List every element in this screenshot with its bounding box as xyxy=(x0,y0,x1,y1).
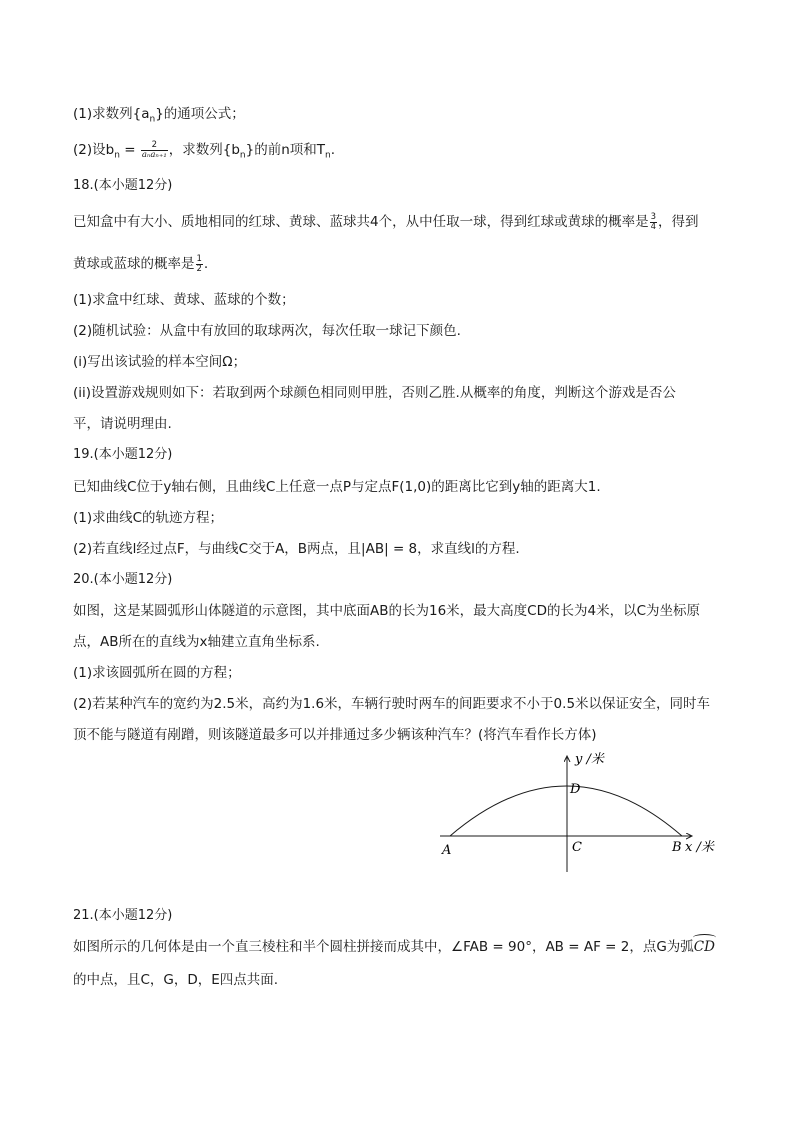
x-axis-label: x /米 xyxy=(685,840,714,855)
q20-part1: (1)求该圆弧所在圆的方程； xyxy=(73,665,241,681)
q20-heading: 20.(本小题12分) xyxy=(73,572,173,587)
q20-stem-line1: 如图，这是某圆弧形山体隧道的示意图，其中底面AB的长为16米，最大高度CD的长为4米，以C为坐标原 xyxy=(73,603,701,619)
fraction: $\frac{1}{2}$ xyxy=(196,253,202,274)
q18-part2-ii-line2: 平，请说明理由. xyxy=(73,416,172,432)
point-D-label: D xyxy=(570,782,581,797)
fraction: $\frac{3}{4}$ xyxy=(650,211,657,232)
q18-part2-i: (i)写出该试验的样本空间Ω； xyxy=(73,354,247,370)
y-axis-label: y /米 xyxy=(575,752,604,767)
q19-heading: 19.(本小题12分) xyxy=(73,447,173,462)
q18-heading: 18.(本小题12分) xyxy=(73,178,173,193)
arc-cd: CD xyxy=(693,939,715,955)
q19-part1: (1)求曲线C的轨迹方程； xyxy=(73,510,224,526)
point-B-label: B xyxy=(672,840,682,855)
q20-stem-line2: 点，AB所在的直线为x轴建立直角坐标系. xyxy=(73,634,320,650)
q18-part2: (2)随机试验：从盒中有放回的取球两次，每次任取一球记下颜色. xyxy=(73,323,461,339)
fraction: $\frac{2}{\text{aₙaₙ₊₁}}$ xyxy=(141,139,167,160)
q19-stem: 已知曲线C位于y轴右侧，且曲线C上任意一点P与定点F(1,0)的距离比它到y轴的距离大1. xyxy=(73,479,601,495)
q18-stem-line2: 黄球或蓝球的概率是 $\frac{1}{2}$ . xyxy=(73,253,209,274)
tunnel-arc xyxy=(450,786,682,836)
q18-stem-line1: 已知盒中有大小、质地相同的红球、黄球、蓝球共4个，从中任取一球，得到红球或黄球的概率是 $\frac{3}{4}$ ，得到 xyxy=(73,211,699,232)
q17-part1: (1)求数列$\{a_n\}$的通项公式； xyxy=(73,106,245,125)
q21-stem-line2: 的中点，且C，G，D，E四点共面. xyxy=(73,972,279,988)
q21-heading: 21.(本小题12分) xyxy=(73,908,173,923)
q20-part2-line2: 顶不能与隧道有剐蹭，则该隧道最多可以并排通过多少辆该种汽车？(将汽车看作长方体) xyxy=(73,727,597,743)
q17-part2: (2)设$b_n$ = $\frac{2}{\text{aₙaₙ₊₁}}$ ，求数列$\{b_n\}$的前n项和$T_n$. xyxy=(73,139,336,161)
point-C-label: C xyxy=(572,840,582,855)
q18-part1: (1)求盒中红球、黄球、蓝球的个数； xyxy=(73,292,295,308)
q20-part2-line1: (2)若某种汽车的宽约为2.5米，高约为1.6米，车辆行驶时两车的间距要求不小于0.5米以保证安全，同时车 xyxy=(73,696,711,712)
tunnel-figure xyxy=(430,748,730,876)
q19-part2: (2)若直线l经过点F，与曲线C交于A，B两点，且|AB| = 8，求直线l的方程. xyxy=(73,541,520,557)
q18-part2-ii-line1: (ii)设置游戏规则如下：若取到两个球颜色相同则甲胜，否则乙胜.从概率的角度，判断这个游戏是否公 xyxy=(73,385,676,401)
q21-stem-line1: 如图所示的几何体是由一个直三棱柱和半个圆柱拼接而成其中，∠FAB = 90°，AB = AF = 2，点G为弧CD xyxy=(73,939,715,955)
point-A-label: A xyxy=(442,843,452,858)
